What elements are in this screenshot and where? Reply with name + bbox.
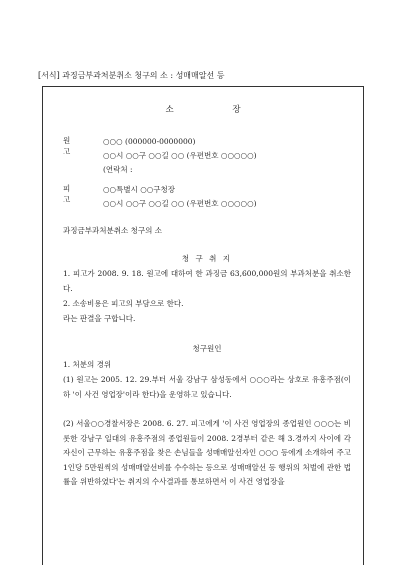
plaintiff-role: 원 고	[63, 136, 85, 156]
paragraph-1: (1) 원고는 2005. 12. 29.부터 서울 강남구 삼성동에서 ○○○라는 상호로 유흥주점(이하 '이 사건 영업장'이라 한다)을 운영하고 있습니다.	[63, 375, 351, 399]
form-caption: [서식] 과징금부과처분취소 청구의 소 : 성매매알선 등	[38, 71, 225, 80]
plaintiff-contact: (연락처 :	[103, 165, 133, 174]
claim-item-1: 1. 피고가 2008. 9. 18. 원고에 대하여 한 과징금 63,600,000원의 부과처분을 취소한다.	[63, 269, 351, 293]
defendant-address: ○○시 ○○구 ○○길 ○○ (우편번호 ○○○○○)	[103, 199, 257, 208]
plaintiff-address: ○○시 ○○구 ○○길 ○○ (우편번호 ○○○○○)	[103, 151, 257, 160]
defendant-name: ○○특별시 ○○구청장	[103, 185, 176, 194]
document-title: 소 장	[165, 105, 269, 115]
paragraph-2: (2) 서울○○경찰서장은 2008. 6. 27. 피고에게 '이 사건 영업장의 종업원인 ○○○는 비롯한 강남구 일대의 유흥주점의 종업원들이 2008. 2경부터 같은 해 3.경까지 사이에 각 자신이 근무하는 유흥주점을 찾은 손님들을 성매매알선자인 ○○○ 등에게 소개하여 주고 1인당 5만원씩의 성매매알선비를 수수하는 등으로 성매매알선 등 행위의 처벌에 관한 법률을 위반하였다'는 취지의 수사결과를 통보하면서 이 사건 영업장을	[63, 419, 351, 486]
claim-item-2: 2. 소송비용은 피고의 부담으로 한다.	[63, 299, 184, 308]
defendant-block	[63, 183, 257, 211]
claim-conclusion: 라는 판결을 구합니다.	[63, 314, 136, 323]
complaint-document	[42, 86, 364, 565]
claim-heading: 청 구 취 지	[181, 254, 233, 263]
plaintiff-block	[63, 135, 257, 177]
section1-heading: 1. 처분의 경위	[63, 360, 112, 369]
defendant-role: 피 고	[63, 184, 85, 204]
plaintiff-name: ○○○ (000000-0000000)	[103, 137, 196, 146]
case-name: 과징금부과처분취소 청구의 소	[63, 226, 162, 235]
cause-heading: 청구원인	[192, 344, 222, 353]
